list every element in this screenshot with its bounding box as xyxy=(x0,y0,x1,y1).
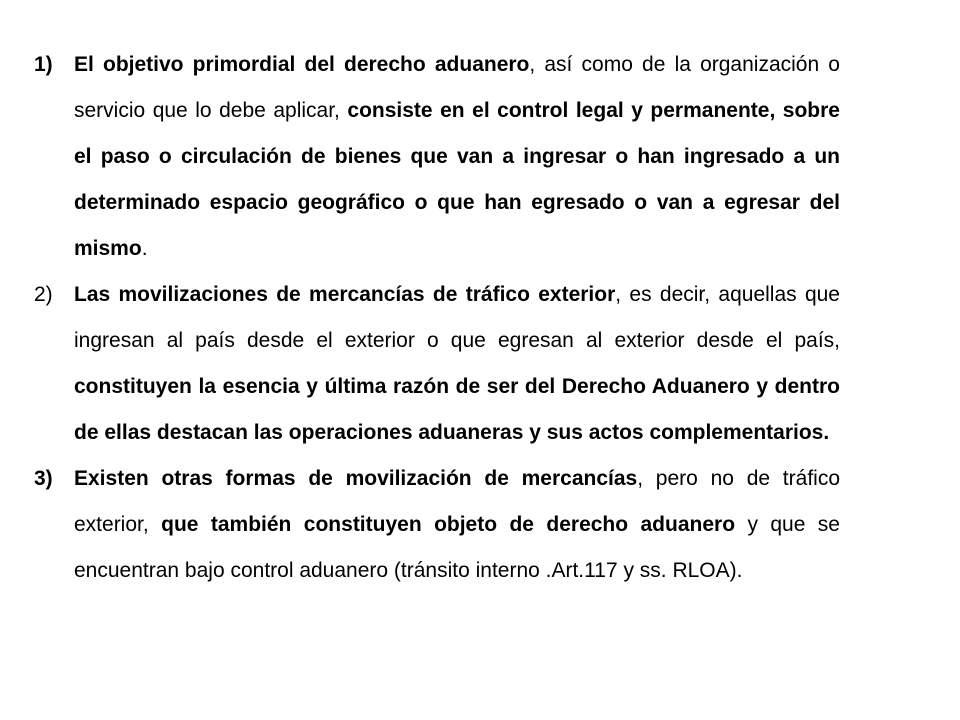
item-number: 2) xyxy=(34,283,53,306)
text-segment: El objetivo primordial del derecho aduanero xyxy=(74,53,530,76)
list-item-3 xyxy=(34,456,840,594)
text-segment: , así como de la organización o servicio que lo debe aplicar, xyxy=(74,53,840,122)
item-number: 3) xyxy=(34,467,53,490)
text-segment: , pero no de tráfico exterior, xyxy=(74,467,840,536)
text-segment: , es decir, aquellas que ingresan al país desde el exterior o que egresan al exterior desde el país, xyxy=(74,283,840,352)
list-item-1 xyxy=(34,42,840,272)
text-segment: Las movilizaciones de mercancías de tráfico exterior xyxy=(74,283,616,306)
text-segment: que también constituyen objeto de derecho aduanero xyxy=(161,513,736,536)
numbered-list xyxy=(34,42,840,594)
text-segment: consiste en el control legal y permanente, sobre el paso o circulación de bienes que van a ingresar o han ingresado a un determinado espacio geográfico o que han egresado o van a egresar del mismo xyxy=(74,99,840,260)
item-number: 1) xyxy=(34,53,53,76)
text-segment: constituyen la esencia y última razón de ser del Derecho Aduanero y dentro de ellas destacan las operaciones aduaneras y sus actos complementarios. xyxy=(74,375,840,444)
text-segment: Existen otras formas de movilización de mercancías xyxy=(74,467,638,490)
text-segment: . xyxy=(141,237,148,260)
text-segment: y que se encuentran bajo control aduanero (tránsito interno .Art.117 y ss. RLOA). xyxy=(74,513,840,582)
list-item-2 xyxy=(34,272,840,456)
